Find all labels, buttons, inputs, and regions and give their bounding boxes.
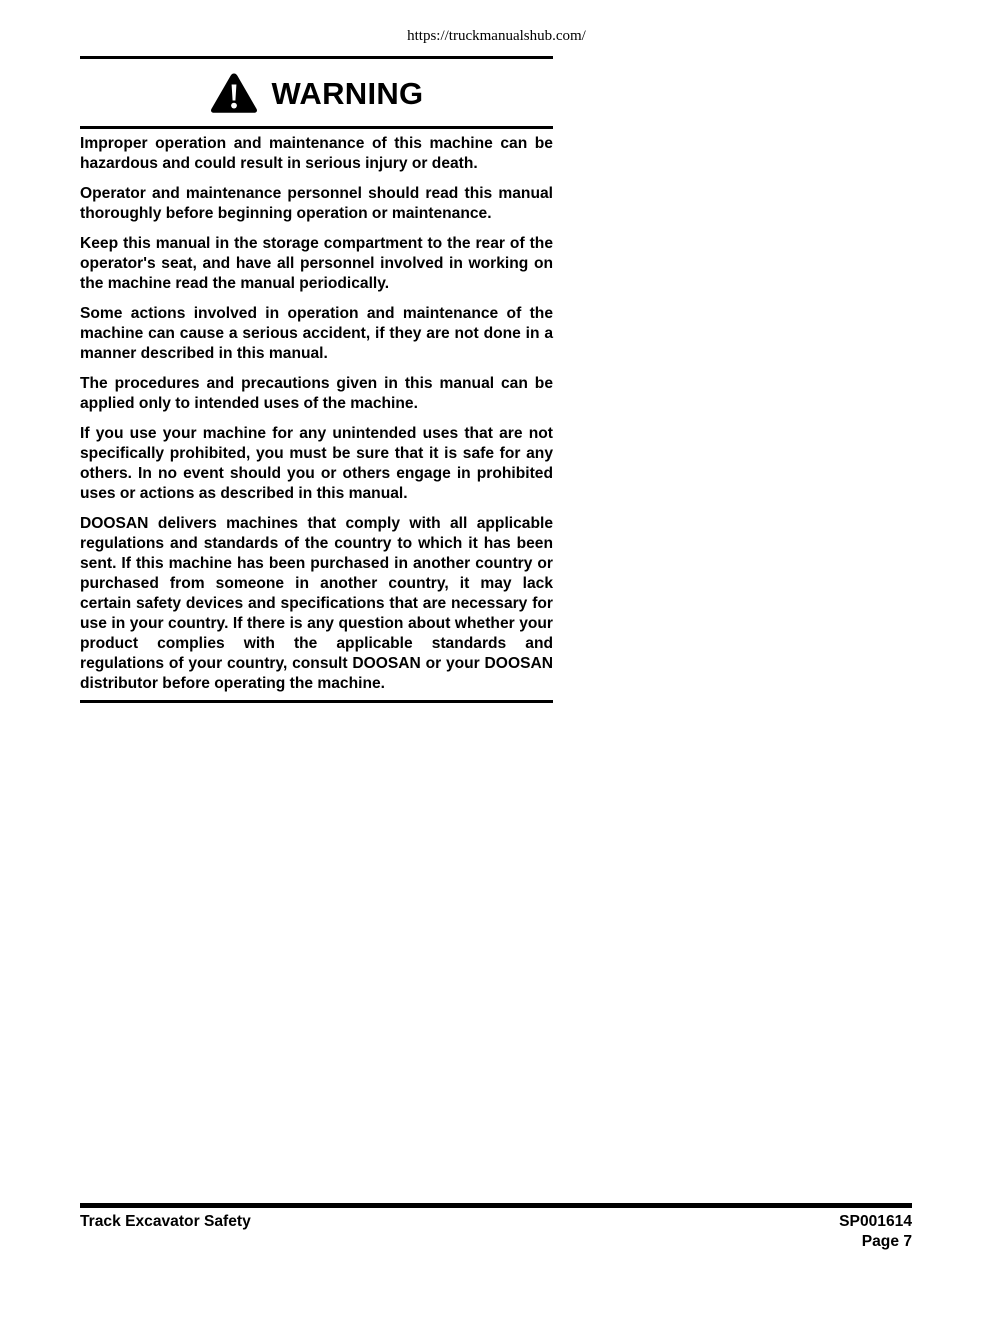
warning-paragraph: If you use your machine for any unintended uses that are not specifically prohibited, you must be sure that it is safe for any others. In no event should you or others engage in prohibited uses or actions as described in this manual. [80,425,553,502]
footer-page-info [839,1212,912,1252]
warning-paragraph: Operator and maintenance personnel should read this manual thoroughly before beginning operation or maintenance. [80,185,553,222]
warning-body [80,129,553,700]
warning-paragraph: DOOSAN delivers machines that comply with all applicable regulations and standards of the country to which it has been sent. If this machine has been purchased in another country or purchased from someone in another country, it may lack certain safety devices and specifications that are necessary for use in your country. If there is any question about whether your product complies with the applicable standards and regulations of your country, consult DOOSAN or your DOOSAN distributor before operating the machine. [80,515,553,692]
footer-rule [80,1203,912,1208]
warning-paragraph: Keep this manual in the storage compartment to the rear of the operator's seat, and have all personnel involved in working on the machine read the manual periodically. [80,235,553,292]
warning-box [80,56,553,703]
page-number: Page 7 [861,1233,912,1250]
warning-bottom-rule [80,700,553,703]
warning-triangle-icon [210,72,258,114]
warning-paragraph: Improper operation and maintenance of this machine can be hazardous and could result in serious injury or death. [80,135,553,172]
footer-section-title: Track Excavator Safety [80,1213,251,1230]
document-code: SP001614 [839,1213,912,1230]
warning-paragraph: Some actions involved in operation and maintenance of the machine can cause a serious accident, if they are not done in a manner described in this manual. [80,305,553,362]
warning-title: WARNING [271,76,424,111]
page-footer [80,1203,912,1252]
footer-row [80,1212,912,1252]
warning-paragraph: The procedures and precautions given in this manual can be applied only to intended uses of the machine. [80,375,553,412]
source-url: https://truckmanualshub.com/ [407,28,586,44]
source-url-header [0,27,993,45]
warning-heading [80,59,553,126]
